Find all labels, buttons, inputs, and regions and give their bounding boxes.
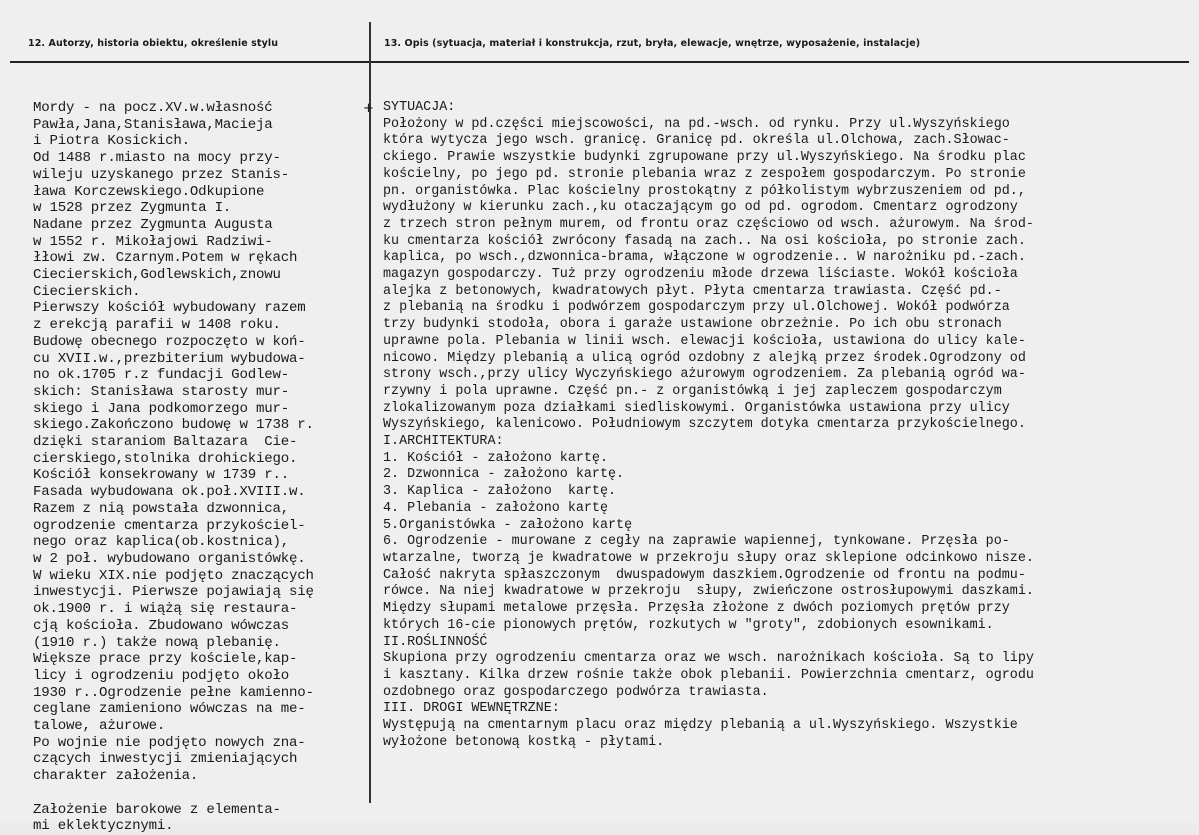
description-text-line: 1. Kościół - założono kartę. [383, 450, 608, 466]
description-text-line: z trzech stron pełnym murem, od frontu oraz częściowo od wsch. ażurowym. Na środ- [383, 216, 1034, 232]
history-text-line: skiego.Zakończono budowę w 1738 r. [33, 417, 314, 434]
history-text-line: Kościół konsekrowany w 1739 r.. [33, 467, 289, 484]
description-text-line: która wytycza jego wsch. granicę. Granicę pd. określa ul.Olchowa, zach.Słowac- [383, 133, 1010, 149]
description-text-line: i kasztany. Kilka drzew rośnie także obok plebanii. Powierzchnia cmentarz, ogrodu [383, 667, 1034, 683]
header-divider [10, 61, 1189, 63]
history-text-line: z erekcją parafii w 1408 roku. [33, 317, 281, 334]
description-text-line: I.ARCHITEKTURA: [383, 434, 504, 450]
description-text-line: Występują na cmentarnym placu oraz między plebanią a ul.Wyszyńskiego. Wszystkie [383, 718, 1018, 734]
history-text-line: mi eklektycznymi. [33, 818, 174, 835]
history-text-line: ogrodzenie cmentarza przykościel- [33, 517, 306, 534]
description-text-line: strony wsch.,przy ulicy Wyczyńskiego ażurowym ogrodzeniem. Za plebanią ogród wa- [383, 367, 1026, 383]
description-text-column [383, 100, 1034, 751]
description-text-line: z plebanią na środku i podwórzem gospodarczym przy ul.Olchowej. Wokół podwórza [383, 300, 1010, 316]
description-text-line: ku cmentarza kościół zwrócony fasadą na zach.. Na osi kościoła, po stronie zach. [383, 233, 1026, 249]
history-text-line: ława Korczewskiego.Odkupione [33, 183, 265, 200]
history-text-line: czących inwestycji zmieniających [33, 751, 298, 768]
history-text-line: Ciecierskich. [33, 283, 141, 300]
description-text-line: 5.Organistówka - założono kartę [383, 517, 633, 533]
description-text-line: 4. Plebania - założono kartę [383, 500, 608, 516]
history-text-line: nego oraz kaplica(ob.kostnica), [33, 534, 289, 551]
description-text-line: uprawne pola. Plebania w linii wsch. elewacji kościoła, ustawiona do ulicy kale- [383, 333, 1026, 349]
description-text-line: wydłużony w kierunku zach.,ku otaczającym go od pd. ogrodom. Cmentarz ogrodzony [383, 200, 1018, 216]
history-text-line: no ok.1705 r.z fundacji Godlew- [33, 367, 289, 384]
history-text-line: skiego i Jana podkomorzego mur- [33, 400, 289, 417]
history-text-line [33, 785, 314, 802]
description-text-line: alejka z betonowych, kwadratowych płyt. Płyta cmentarza trawiasta. Część pd.- [383, 283, 1002, 299]
history-text-line: ok.1900 r. i wiążą się restaura- [33, 601, 298, 618]
description-text-line: SYTUACJA: [383, 100, 456, 115]
description-text-line: pn. organistówka. Plac kościelny prostokątny z półkolistym wybrzuszeniem od pd., [383, 183, 1026, 199]
history-text-line: licy i ogrodzeniu podjęto około [33, 667, 289, 684]
description-text-line: kościelny, po jego pd. stronie plebania wraz z zespołem gospodarczym. Po stronie [383, 166, 1026, 182]
history-text-line: w 1528 przez Zygmunta I. [33, 200, 232, 217]
description-text-line: rówce. Na niej kwadratowe w przekroju słupy, zwieńczone ostrosłupowymi daszkami. [383, 584, 1034, 600]
history-text-line: charakter założenia. [33, 768, 199, 785]
description-text-line: kaplica, po wsch.,dzwonnica-brama, włączone w ogrodzenie.. W narożniku pd.-zach. [383, 250, 1026, 266]
history-text-line: cją kościoła. Zbudowano wówczas [33, 617, 289, 634]
history-text-line: Mordy - na pocz.XV.w.własność [33, 100, 273, 116]
description-text-line: ckiego. Prawie wszystkie budynki zgrupowane przy ul.Wyszyńskiego. Na środku plac [383, 150, 1026, 166]
history-text-line: W wieku XIX.nie podjęto znaczących [33, 567, 314, 584]
history-text-line: inwestycji. Pierwsze pojawiają się [33, 584, 314, 601]
description-text-line: wyłożone betonową kostką - płytami. [383, 734, 665, 750]
history-text-line: wileju uzyskanego przez Stanis- [33, 166, 289, 183]
history-text-line: w 1552 r. Mikołajowi Radziwi- [33, 233, 273, 250]
history-text-line: w 2 poł. wybudowano organistówkę. [33, 550, 306, 567]
description-text-line: ozdobnego oraz gospodarczego podwórza trawiasta. [383, 684, 769, 700]
section-12-header: 12. Autorzy, historia obiektu, określenie stylu [28, 38, 279, 49]
description-text-line: wtarzalne, tworzą je kwadratowe w przekroju słupy oraz sklepione odcinkowo nisze. [383, 550, 1034, 566]
history-text-line: (1910 r.) także nową plebanię. [33, 634, 281, 651]
history-text-line: Razem z nią powstała dzwonnica, [33, 500, 289, 517]
history-text-line: Po wojnie nie podjęto nowych zna- [33, 734, 306, 751]
description-text-line: Całość nakryta spłaszczonym dwuspadowym daszkiem.Ogrodzenie od frontu na podmu- [383, 567, 1026, 583]
history-text-line: Założenie barokowe z elementa- [33, 801, 281, 818]
history-text-line: Fasada wybudowana ok.poł.XVIII.w. [33, 484, 306, 501]
margin-tick-mark: + [363, 101, 374, 116]
description-text-line: magazyn gospodarczy. Tuż przy ogrodzeniu młode drzewa liściaste. Wokół kościoła [383, 267, 1018, 283]
description-text-line: rzywny i pola uprawne. Część pn.- z organistówką i jej zapleczem gospodarczym [383, 383, 1002, 399]
description-text-line: których 16-cie pionowych prętów, rozkutych w "groty", zdobionych esownikami. [383, 617, 994, 633]
history-text-line: 1930 r..Ogrodzenie pełne kamienno- [33, 684, 314, 701]
column-divider [369, 22, 371, 803]
history-text-line: Pierwszy kościół wybudowany razem [33, 300, 306, 317]
history-text-line: talowe, ażurowe. [33, 718, 166, 735]
description-text-line: II.ROŚLINNOŚĆ [383, 634, 488, 650]
description-text-line: Między słupami metalowe przęsła. Przęsła złożone z dwóch poziomych prętów przy [383, 601, 1010, 617]
history-text-line: cu XVII.w.,prezbiterium wybudowa- [33, 350, 306, 367]
description-text-line: Wyszyńskiego, kalenicowo. Południowym szczytem dotyka cmentarza przykościelnego. [383, 417, 1026, 433]
section-13-header: 13. Opis (sytuacja, materiał i konstrukcja, rzut, bryła, elewacje, wnętrze, wyposażenie, instalacje) [384, 38, 921, 49]
history-text-line: ceglane zamieniono wówczas na me- [33, 701, 306, 718]
history-text-line: skich: Stanisława starosty mur- [33, 383, 289, 400]
description-text-line: 2. Dzwonnica - założono kartę. [383, 467, 625, 483]
description-text-line: 3. Kaplica - założono kartę. [383, 484, 617, 500]
history-text-line: cierskiego,stolnika drohickiego. [33, 450, 298, 467]
history-text-line: Nadane przez Zygmunta Augusta [33, 216, 273, 233]
description-text-line: Położony w pd.części miejscowości, na pd.-wsch. od rynku. Przy ul.Wyszyńskiego [383, 116, 1010, 132]
history-text-line: i Piotra Kosickich. [33, 133, 190, 150]
history-text-line: Pawła,Jana,Stanisława,Macieja [33, 116, 273, 133]
description-text-line: trzy budynki stodoła, obora i garaże ustawione obrzeżnie. Po ich obu stronach [383, 317, 1002, 333]
description-text-line: nicowo. Między plebanią a ulicą ogród ozdobny z alejką przez środek.Ogrodzony od [383, 350, 1026, 366]
history-text-line: Większe prace przy kościele,kap- [33, 651, 298, 668]
history-text-line: Od 1488 r.miasto na mocy przy- [33, 150, 281, 167]
history-text-line: Ciecierskich,Godlewskich,znowu [33, 267, 281, 284]
description-text-line: III. DROGI WEWNĘTRZNE: [383, 701, 560, 717]
description-text-line: Skupiona przy ogrodzeniu cmentarza oraz we wsch. narożnikach kościoła. Są to lipy [383, 651, 1034, 667]
history-text-line: Budowę obecnego rozpoczęto w koń- [33, 333, 306, 350]
history-text-column [33, 100, 314, 835]
history-text-line: łłowi zw. Czarnym.Potem w rękach [33, 250, 298, 267]
description-text-line: 6. Ogrodzenie - murowane z cegły na zaprawie wapiennej, tynkowane. Przęsła po- [383, 534, 1010, 550]
history-text-line: dzięki staraniom Baltazara Cie- [33, 434, 298, 451]
description-text-line: zlokalizowanym poza działkami siedliskowymi. Organistówka ustawiona przy ulicy [383, 400, 1010, 416]
